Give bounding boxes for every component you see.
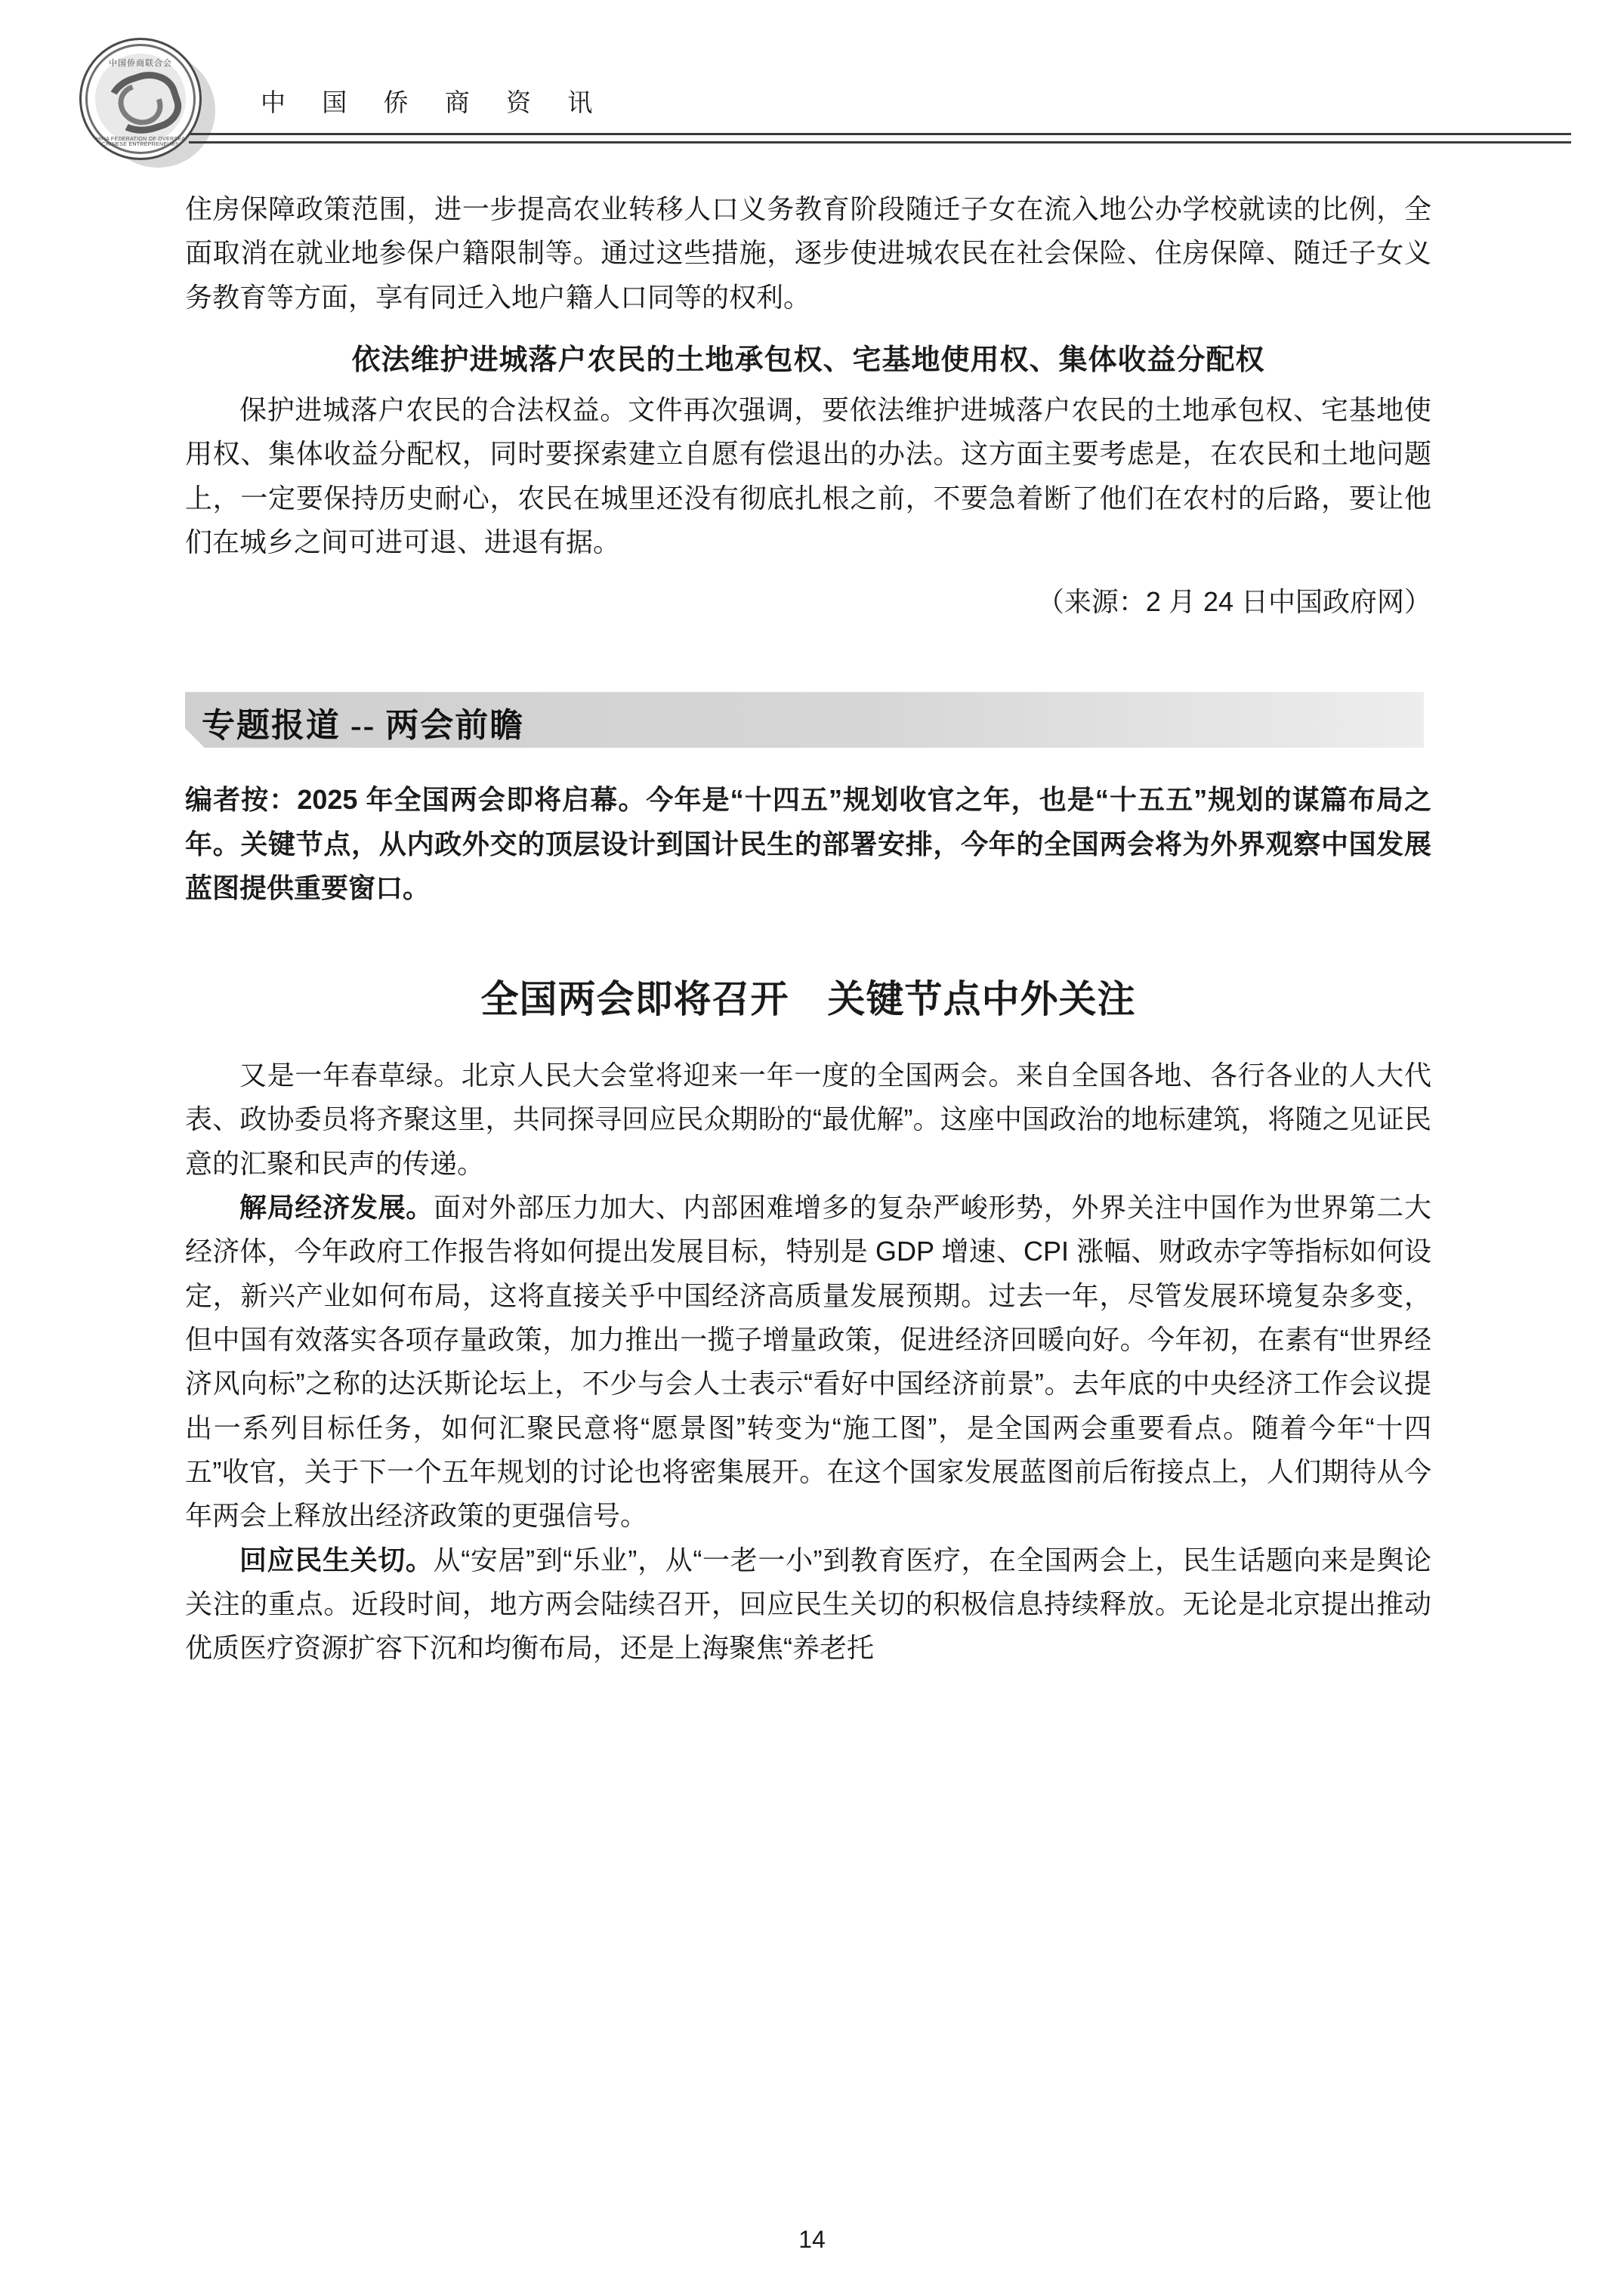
article-paragraph-1: 又是一年春草绿。北京人民大会堂将迎来一年一度的全国两会。来自全国各地、各行各业的人大代表、政协委员将齐聚这里，共同探寻回应民众期盼的“最优解”。这座中国政治的地标建筑，将随之见证民意的汇聚和民声的传递。 [185, 1060, 1431, 1179]
header-divider-rules [189, 133, 1571, 135]
section-subheading: 依法维护进城落户农民的土地承包权、宅基地使用权、集体收益分配权 [351, 344, 1265, 376]
source-attribution: （来源：2 月 24 日中国政府网） [1036, 586, 1431, 618]
page-header [0, 0, 1624, 170]
logo-top-text: 中国侨商联合会 [109, 59, 172, 68]
article-paragraph-2 [185, 1186, 1431, 1538]
logo-emblem [79, 38, 202, 160]
logo-bottom-text: CHINA FEDERATION OF OVERSEAS CHINESE ENTREPRENEURS [91, 137, 190, 147]
article-paragraph-2-body: 面对外部压力加大、内部困难增多的复杂严峻形势，外界关注中国作为世界第二大经济体，今年政府工作报告将如何提出发展目标，特别是 GDP 增速、CPI 涨幅、财政赤字等指标如何设定，新兴产业如何布局，这将直接关乎中国经济高质量发展预期。过去一年，尽管发展环境复杂多变，但中国有效落实各项存量政策，加力推出一揽子增量政策，促进经济回暖向好。今年初，在素有“世界经济风向标”之称的达沃斯论坛上，不少与会人士表示“看好中国经济前景”。去年底的中央经济工作会议提出一系列目标任务，如何汇聚民意将“愿景图”转变为“施工图”，是全国两会重要看点。随着今年“十四五”收官，关于下一个五年规划的讨论也将密集展开。在这个国家发展蓝图前后衔接点上，人们期待从今年两会上释放出经济政策的更强信号。 [185, 1192, 1431, 1532]
publication-title: 中 国 侨 商 资 讯 [261, 90, 608, 117]
article-title: 全国两会即将召开 关键节点中外关注 [480, 978, 1136, 1021]
article-paragraph-3-body: 从“安居”到“乐业”，从“一老一小”到教育医疗，在全国两会上，民生话题向来是舆论关注的重点。近段时间，地方两会陆续召开，回应民生关切的积极信息持续释放。无论是北京提出推动优质医疗资源扩容下沉和均衡布局，还是上海聚焦“养老托 [185, 1544, 1431, 1664]
article-paragraph-2-lead: 解局经济发展。 [239, 1192, 434, 1224]
continued-paragraph-2: 保护进城落户农民的合法权益。文件再次强调，要依法维护进城落户农民的土地承包权、宅基地使用权、集体收益分配权，同时要探索建立自愿有偿退出的办法。这方面主要考虑是，在农民和土地问题上，一定要保持历史耐心，农民在城里还没有彻底扎根之前，不要急着断了他们在农村的后路，要让他们在城乡之间可进可退、进退有据。 [185, 393, 1431, 557]
article-paragraph-3-lead: 回应民生关切。 [239, 1544, 434, 1575]
article-paragraph-3 [185, 1538, 1431, 1671]
continued-paragraph-1: 住房保障政策范围，进一步提高农业转移人口义务教育阶段随迁子女在流入地公办学校就读的比例，全面取消在就业地参保户籍限制等。通过这些措施，逐步使进城农民在社会保险、住房保障、随迁子女义务教育等方面，享有同迁入地户籍人口同等的权利。 [185, 193, 1431, 313]
editor-note: 编者按：2025 年全国两会即将启幕。今年是“十四五”规划收官之年，也是“十五五”规划的谋篇布局之年。关键节点，从内政外交的顶层设计到国计民生的部署安排，今年的全国两会将为外界观察中国发展蓝图提供重要窗口。 [185, 784, 1431, 903]
page-number: 14 [798, 2226, 826, 2253]
section-banner [185, 692, 1431, 748]
section-banner-title: 专题报道 -- 两会前瞻 [202, 707, 525, 745]
page-content [185, 187, 1431, 1671]
